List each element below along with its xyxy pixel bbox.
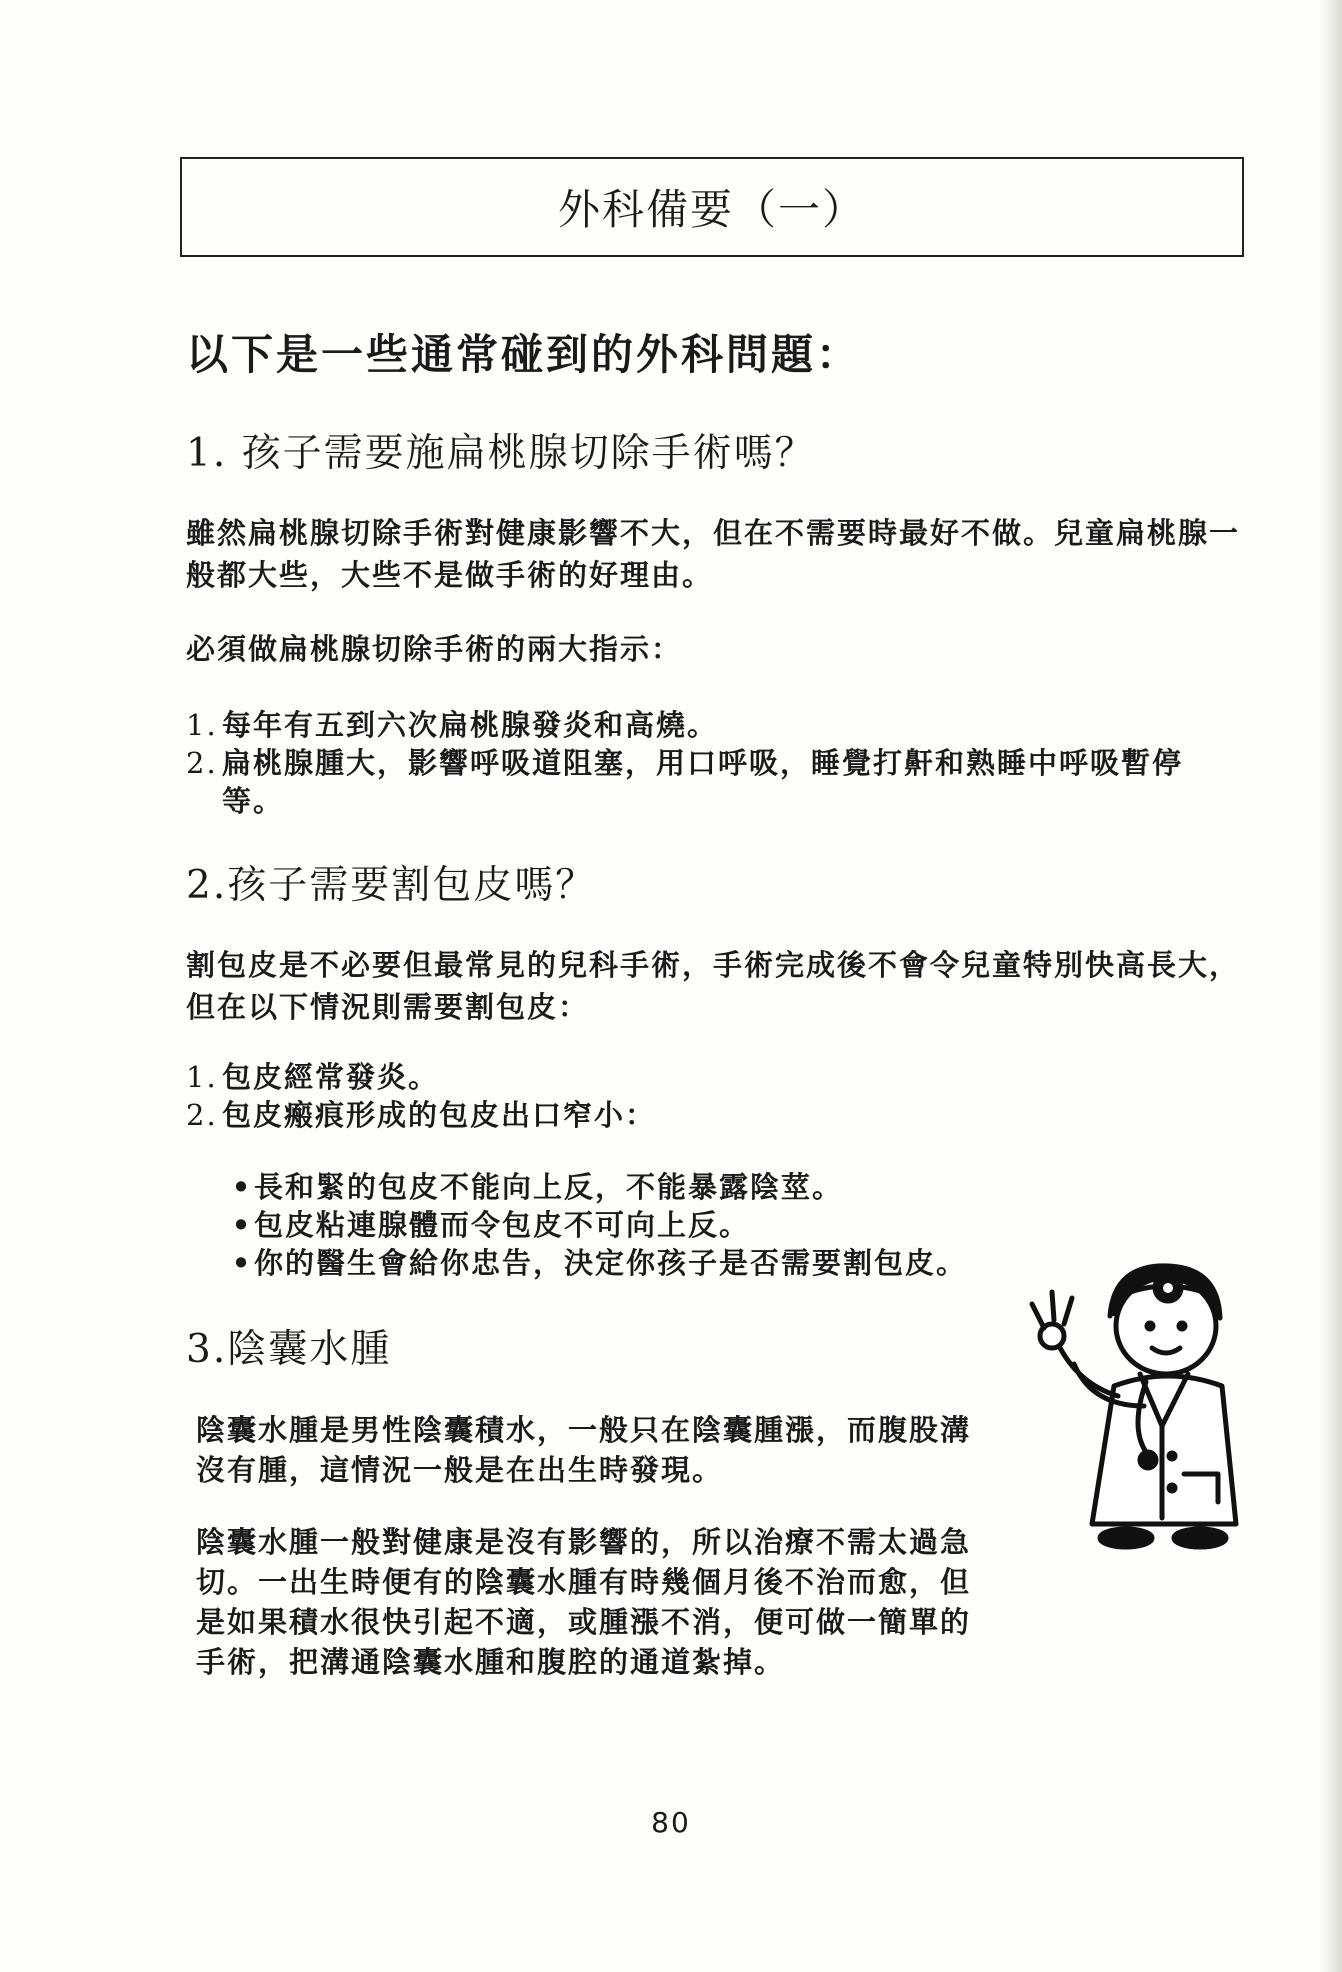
list-text: 扁桃腺腫大，影響呼吸道阻塞，用口呼吸，睡覺打鼾和熟睡中呼吸暫停: [222, 746, 1184, 780]
section-1-paragraph-2: 必須做扁桃腺切除手術的兩大指示：: [186, 632, 683, 666]
title-box: [180, 157, 1244, 257]
doctor-ok-gesture-icon: [1022, 1256, 1262, 1556]
list-number: 1.: [186, 1060, 218, 1094]
list-item: [186, 744, 1266, 820]
section-1-paragraph-1: 雖然扁桃腺切除手術對健康影響不大，但在不需要時最好不做。兒童扁桃腺一般都大些，大些不是做手術的好理由。: [186, 516, 1241, 592]
page-edge-shadow: [1320, 0, 1342, 1972]
section-3-paragraph-1: 陰囊水腫是男性陰囊積水，一般只在陰囊腫漲，而腹股溝沒有腫，這情況一般是在出生時發現。: [196, 1413, 972, 1487]
section-2-heading: 2.孩子需要割包皮嗎？: [186, 863, 597, 908]
bullet-dot-icon: •: [231, 1246, 253, 1280]
bullet-item: •長和緊的包皮不能向上反，不能暴露陰莖。: [231, 1170, 844, 1204]
section-2-list: [186, 1058, 1266, 1134]
page-title: 外科備要（一）: [557, 185, 866, 234]
bullet-item: •包皮粘連腺體而令包皮不可向上反。: [231, 1208, 751, 1242]
section-2-bullets: [230, 1168, 1130, 1282]
list-item: [186, 706, 1266, 744]
bullet-dot-icon: •: [231, 1208, 253, 1242]
section-1-heading: 1. 孩子需要施扁桃腺切除手術嗎？: [186, 431, 816, 476]
section-2-paragraph-1: 割包皮是不必要但最常見的兒科手術，手術完成後不會令兒童特別快高長大，但在以下情況則需要割包皮：: [186, 948, 1241, 1024]
list-text: 包皮經常發炎。: [222, 1060, 440, 1094]
list-number: 2.: [186, 746, 218, 780]
list-number: 2.: [186, 1098, 218, 1132]
section-3-heading: 3.陰囊水腫: [186, 1327, 392, 1372]
list-item: [186, 1096, 1266, 1134]
page-number: 80: [651, 1806, 691, 1839]
list-text: 每年有五到六次扁桃腺發炎和高燒。: [222, 708, 719, 742]
intro-heading: 以下是一些通常碰到的外科問題：: [186, 330, 862, 379]
list-item: [186, 1058, 1266, 1096]
section-3-paragraph-2: 陰囊水腫一般對健康是沒有影響的，所以治療不需太過急切。一出生時便有的陰囊水腫有時幾個月後不治而愈，但是如果積水很快引起不適，或腫漲不消，便可做一簡單的手術，把溝通陰囊水腫和腹腔的通道紮掉。: [196, 1525, 972, 1679]
list-text: 包皮瘢痕形成的包皮出口窄小：: [222, 1098, 657, 1132]
bullet-dot-icon: •: [231, 1170, 253, 1204]
list-number: 1.: [186, 708, 218, 742]
section-1-list: [186, 706, 1266, 820]
list-text-continued: 等。: [222, 784, 285, 818]
bullet-item: •你的醫生會給你忠告，決定你孩子是否需要割包皮。: [231, 1246, 968, 1280]
